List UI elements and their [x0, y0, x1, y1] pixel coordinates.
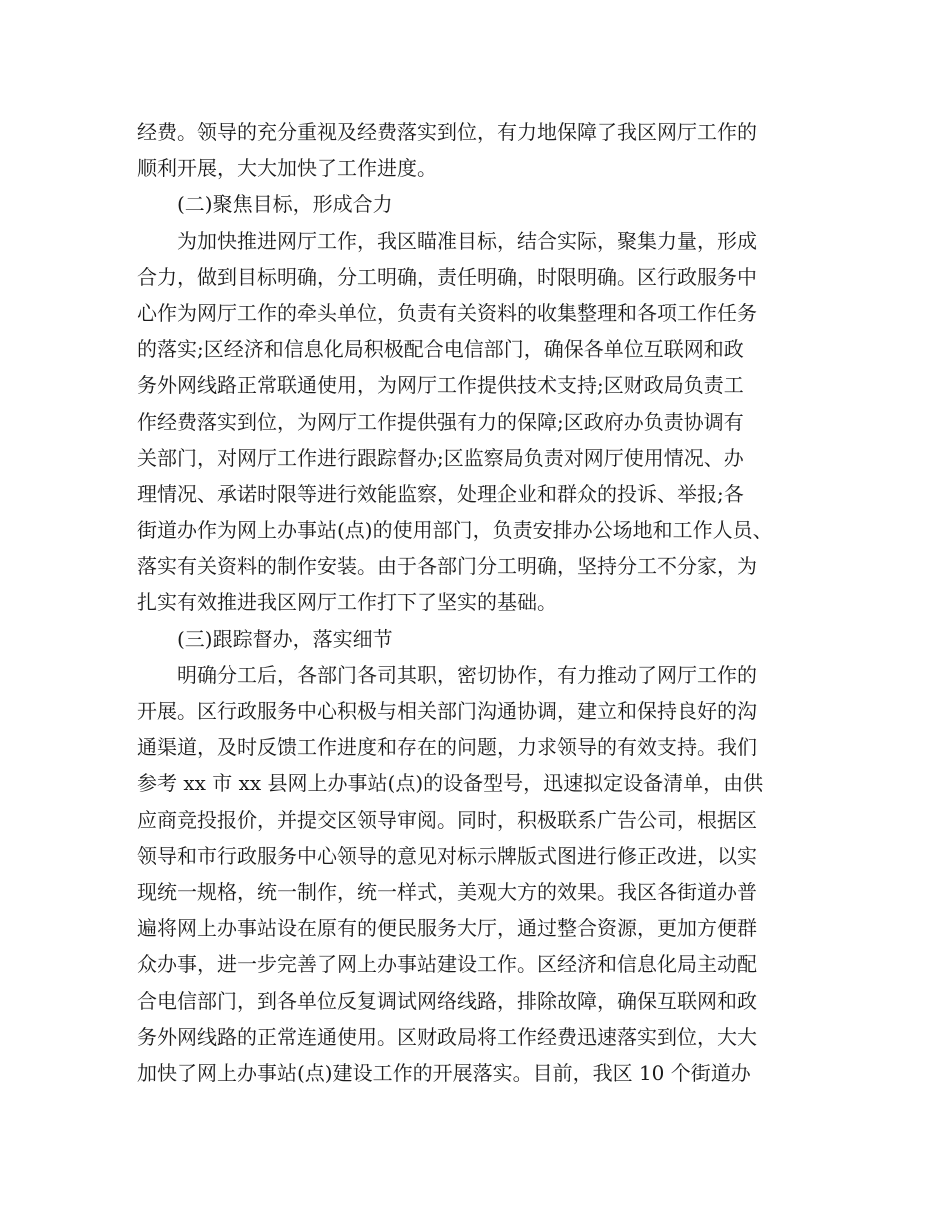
- text-line: 加快了网上办事站(点)建设工作的开展落实。目前，我区 10 个街道办: [137, 1060, 751, 1085]
- text-line: 明确分工后，各部门各司其职，密切协作，有力推动了网厅工作的: [177, 662, 757, 687]
- text-line: 通渠道，及时反馈工作进度和存在的问题，力求领导的有效支持。我们: [137, 735, 757, 760]
- section-heading: (二)聚焦目标，形成合力: [177, 192, 393, 217]
- text-line: 扎实有效推进我区网厅工作打下了坚实的基础。: [137, 590, 557, 615]
- text-line: 遍将网上办事站设在原有的便民服务大厅，通过整合资源，更加方便群: [137, 916, 757, 941]
- text-line: 顺利开展，大大加快了工作进度。: [137, 156, 437, 181]
- text-line: 众办事，进一步完善了网上办事站建设工作。区经济和信息化局主动配: [137, 952, 757, 977]
- text-line: 作经费落实到位，为网厅工作提供强有力的保障;区政府办负责协调有: [137, 409, 744, 434]
- text-line: 理情况、承诺时限等进行效能监察，处理企业和群众的投诉、举报;各: [137, 481, 744, 506]
- text-line: 开展。区行政服务中心积极与相关部门沟通协调，建立和保持良好的沟: [137, 699, 757, 723]
- text-line: 的落实;区经济和信息化局积极配合电信部门，确保各单位互联网和政: [137, 337, 744, 362]
- text-line: 关部门，对网厅工作进行跟踪督办;区监察局负责对网厅使用情况、办: [137, 445, 744, 470]
- text-line: 心作为网厅工作的牵头单位，负责有关资料的收集整理和各项工作任务: [137, 300, 757, 325]
- text-line: 为加快推进网厅工作，我区瞄准目标，结合实际，聚集力量，形成: [177, 228, 757, 253]
- text-line: 落实有关资料的制作安装。由于各部门分工明确，坚持分工不分家，为: [137, 554, 757, 579]
- text-line: 现统一规格，统一制作，统一样式，美观大方的效果。我区各街道办普: [137, 879, 757, 904]
- text-line: 务外网线路的正常连通使用。区财政局将工作经费迅速落实到位，大大: [137, 1024, 757, 1049]
- text-line: 领导和市行政服务中心领导的意见对标示牌版式图进行修正改进，以实: [137, 843, 757, 868]
- document-body: [137, 114, 817, 1091]
- text-line: 参考 xx 市 xx 县网上办事站(点)的设备型号，迅速拟定设备清单，由供: [137, 771, 764, 796]
- text-line: 合电信部门，到各单位反复调试网络线路，排除故障，确保互联网和政: [137, 988, 757, 1013]
- text-line: 务外网线路正常联通使用，为网厅工作提供技术支持;区财政局负责工: [137, 373, 744, 398]
- text-line: 街道办作为网上办事站(点)的使用部门，负责安排办公场地和工作人员、: [137, 518, 773, 543]
- text-line: 合力，做到目标明确，分工明确，责任明确，时限明确。区行政服务中: [137, 264, 757, 289]
- text-line: 应商竞投报价，并提交区领导审阅。同时，积极联系广告公司，根据区: [137, 807, 757, 832]
- section-heading: (三)跟踪督办，落实细节: [177, 626, 393, 651]
- text-line: 经费。领导的充分重视及经费落实到位，有力地保障了我区网厅工作的: [137, 120, 757, 144]
